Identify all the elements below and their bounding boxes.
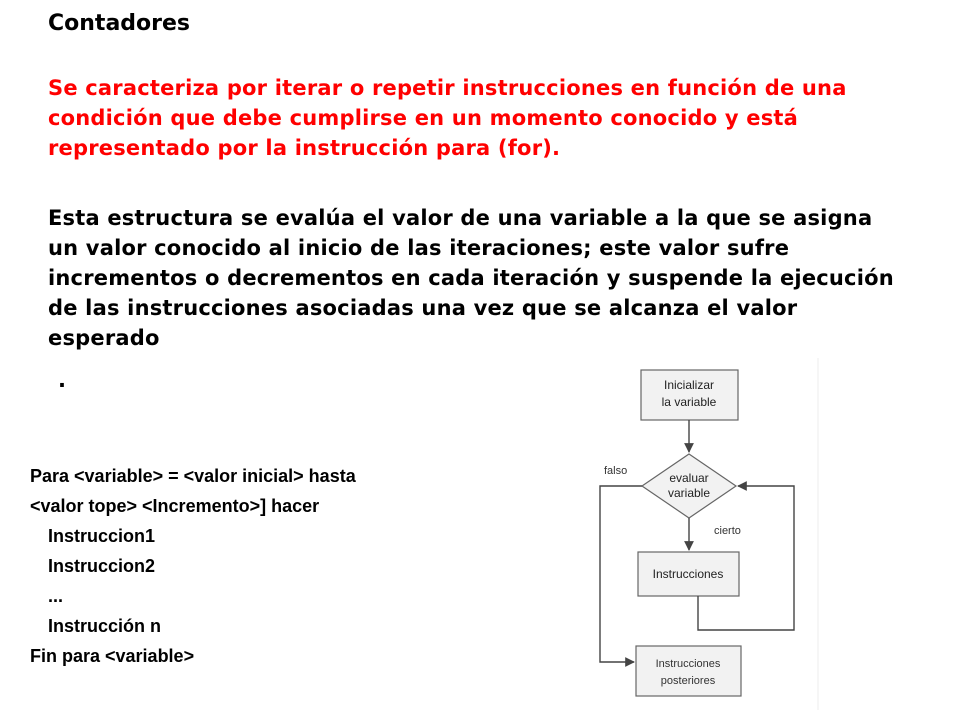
after-label-line1: Instrucciones <box>655 658 721 670</box>
description-line: Esta estructura se evalúa el valor de una variable a la que se asigna <box>48 206 873 230</box>
init-label-line2: la variable <box>661 395 717 409</box>
intro-line: condición que debe cumplirse en un momento conocido y está <box>48 106 799 130</box>
pseudocode-block <box>30 461 356 671</box>
after-box <box>636 646 741 696</box>
description-line: esperado <box>48 326 160 350</box>
pseudocode-line: Para <variable> = <valor inicial> hasta <box>30 466 356 486</box>
after-label-line2: posteriores <box>660 675 716 687</box>
pseudocode-line: Fin para <variable> <box>30 646 195 666</box>
description-paragraph <box>48 203 953 353</box>
intro-paragraph <box>48 73 953 163</box>
bullet-dot: . <box>58 368 66 392</box>
pseudocode-line: Instrucción n <box>48 616 162 636</box>
decision-label-line2: variable <box>667 486 711 500</box>
description-line: incrementos o decrementos en cada iteración y suspende la ejecución <box>48 266 894 290</box>
decision-label-line1: evaluar <box>669 471 709 485</box>
init-label-line1: Inicializar <box>663 378 715 392</box>
pseudocode-line: ... <box>48 586 64 606</box>
description-line: un valor conocido al inicio de las iteraciones; este valor sufre <box>48 236 790 260</box>
description-line: de las instrucciones asociadas una vez que se alcanza el valor <box>48 296 798 320</box>
arrow-false-branch <box>600 486 642 662</box>
intro-line: representado por la instrucción para (for). <box>48 136 561 160</box>
intro-line: Se caracteriza por iterar o repetir instrucciones en función de una <box>48 76 847 100</box>
pseudocode-line: Instruccion2 <box>48 556 156 576</box>
false-label: falso <box>604 465 628 477</box>
true-label: cierto <box>714 525 741 537</box>
for-loop-flowchart <box>588 358 820 710</box>
slide-title: Contadores <box>48 11 191 36</box>
pseudocode-line: <valor tope> <Incremento>] hacer <box>30 496 320 516</box>
pseudocode-line: Instruccion1 <box>48 526 156 546</box>
body-label: Instrucciones <box>652 567 724 581</box>
